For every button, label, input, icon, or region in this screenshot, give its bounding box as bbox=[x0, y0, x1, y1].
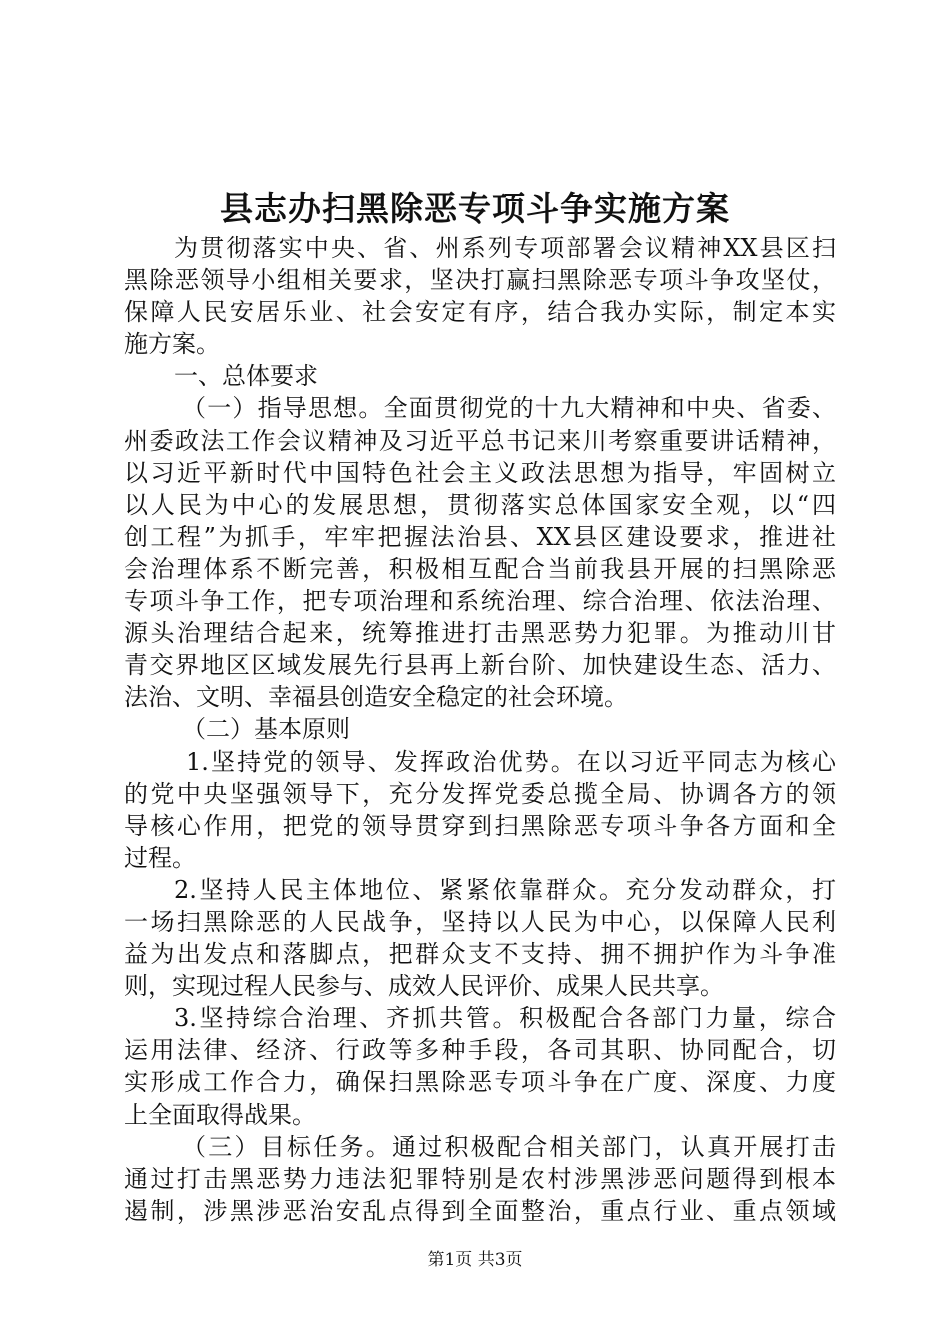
subsection-heading: （二）基本原则 bbox=[182, 715, 350, 744]
text-line: 过程。 bbox=[124, 843, 196, 872]
text-line: 会治理体系不断完善，积极相互配合当前我县开展的扫黑除恶 bbox=[124, 554, 836, 583]
text-line: 上全面取得战果。 bbox=[124, 1100, 316, 1129]
text-line: 导核心作用，把党的领导贯穿到扫黑除恶专项斗争各方面和全 bbox=[124, 811, 836, 840]
page-footer: 第1页 共3页 bbox=[427, 1250, 523, 1270]
text-line: 专项斗争工作，把专项治理和系统治理、综合治理、依法治理、 bbox=[124, 587, 836, 616]
text-line: 运用法律、经济、行政等多种手段，各司其职、协同配合，切 bbox=[124, 1036, 836, 1065]
text-line: 创工程”为抓手，牢牢把握法治县、XX县区建设要求，推进社 bbox=[124, 522, 836, 551]
document-body bbox=[124, 232, 836, 1227]
text-line: 则，实现过程人民参与、成效人民评价、成果人民共享。 bbox=[124, 972, 724, 1001]
section-heading: 一、总体要求 bbox=[174, 362, 318, 391]
text-line: （一）指导思想。全面贯彻党的十九大精神和中央、省委、 bbox=[182, 394, 836, 423]
text-line: 青交界地区区域发展先行县再上新台阶、加快建设生态、活力、 bbox=[124, 651, 836, 680]
document-title: 县志办扫黑除恶专项斗争实施方案 bbox=[220, 189, 730, 228]
text-line: 益为出发点和落脚点，把群众支不支持、拥不拥护作为斗争准 bbox=[124, 940, 836, 969]
text-line: 遏制，涉黑涉恶治安乱点得到全面整治，重点行业、重点领域 bbox=[124, 1196, 836, 1225]
text-line: 源头治理结合起来，统筹推进打击黑恶势力犯罪。为推动川甘 bbox=[124, 619, 836, 648]
text-line: 3.坚持综合治理、齐抓共管。积极配合各部门力量，综合 bbox=[174, 1004, 836, 1033]
text-line: 保障人民安居乐业、社会安定有序，结合我办实际，制定本实 bbox=[124, 298, 836, 327]
text-line: 施方案。 bbox=[124, 330, 220, 359]
text-line: 州委政法工作会议精神及习近平总书记来川考察重要讲话精神， bbox=[124, 426, 836, 455]
text-line: （三）目标任务。通过积极配合相关部门，认真开展打击 bbox=[182, 1132, 836, 1161]
text-line: 以人民为中心的发展思想，贯彻落实总体国家安全观，以“四 bbox=[124, 490, 836, 519]
text-line: 黑除恶领导小组相关要求，坚决打赢扫黑除恶专项斗争攻坚仗， bbox=[124, 266, 836, 295]
text-line: 的党中央坚强领导下，充分发挥党委总揽全局、协调各方的领 bbox=[124, 779, 836, 808]
text-line: 以习近平新时代中国特色社会主义政法思想为指导，牢固树立 bbox=[124, 458, 836, 487]
text-line: 2.坚持人民主体地位、紧紧依靠群众。充分发动群众，打 bbox=[174, 875, 836, 904]
text-line: 为贯彻落实中央、省、州系列专项部署会议精神XX县区扫 bbox=[174, 234, 836, 262]
text-line: 一场扫黑除恶的人民战争，坚持以人民为中心，以保障人民利 bbox=[124, 907, 836, 936]
text-line: 法治、文明、幸福县创造安全稳定的社会环境。 bbox=[124, 683, 628, 712]
text-line: 通过打击黑恶势力违法犯罪特别是农村涉黑涉恶问题得到根本 bbox=[124, 1164, 836, 1193]
text-line: 1.坚持党的领导、发挥政治优势。在以习近平同志为核心 bbox=[186, 747, 836, 776]
text-line: 实形成工作合力，确保扫黑除恶专项斗争在广度、深度、力度 bbox=[124, 1068, 836, 1097]
